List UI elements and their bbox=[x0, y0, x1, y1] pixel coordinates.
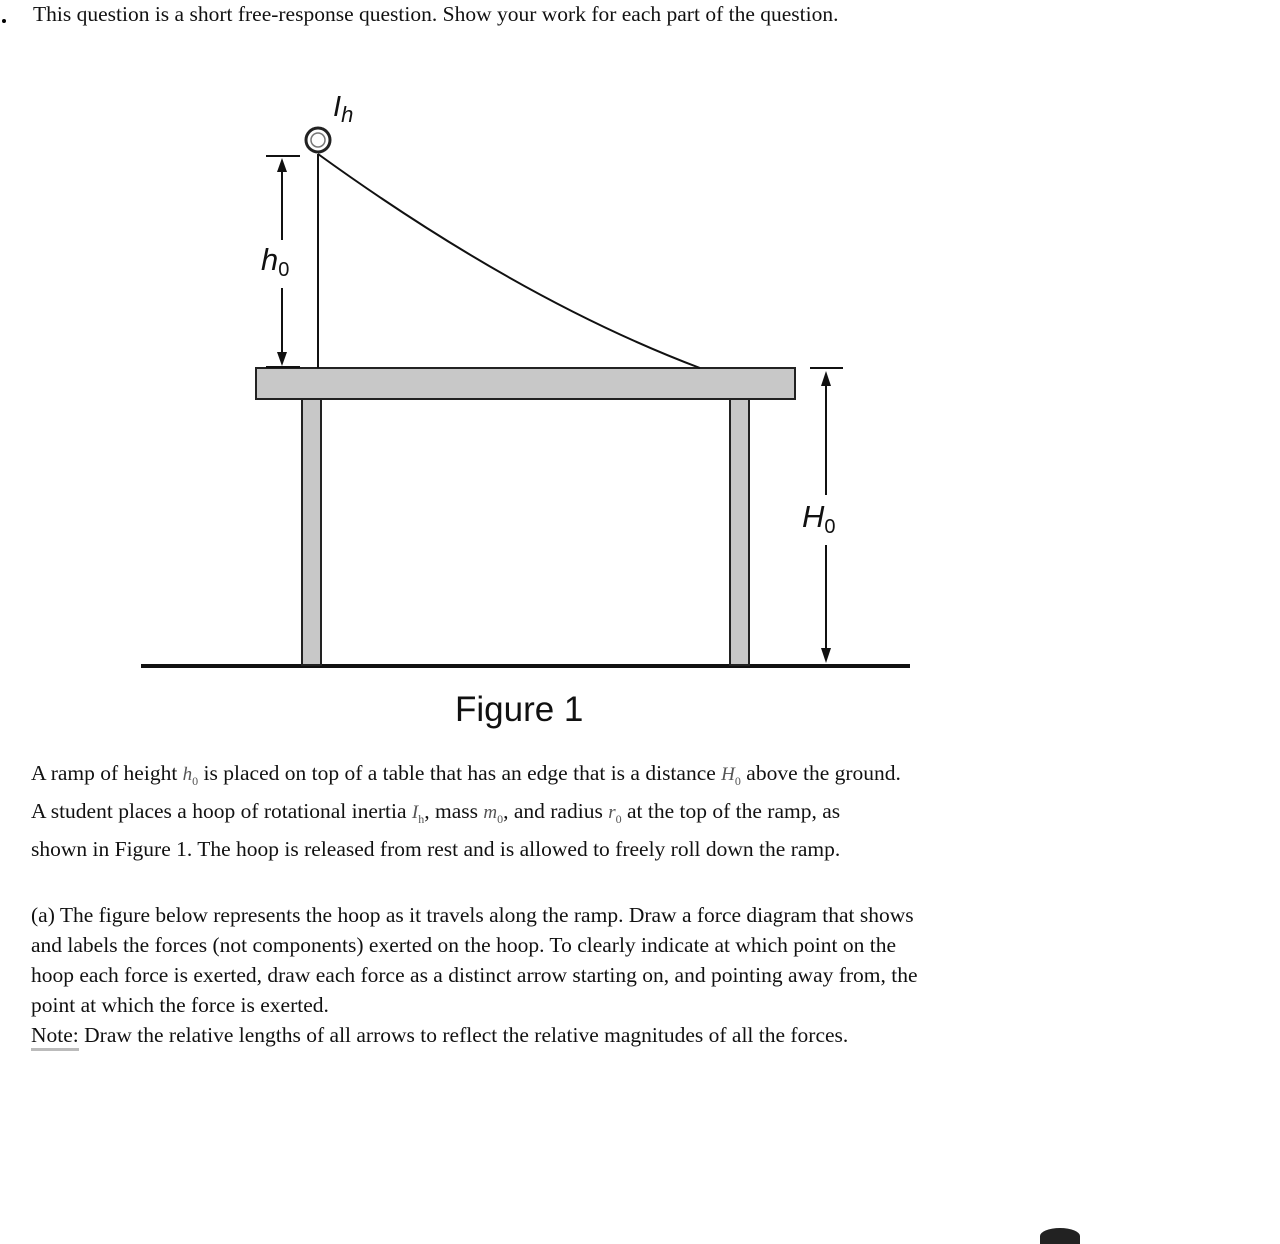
cropped-mark bbox=[1040, 1228, 1080, 1244]
H0-arrowhead-down bbox=[821, 648, 831, 663]
part-a-line-4: point at which the force is exerted. bbox=[31, 993, 329, 1017]
part-a-prompt bbox=[31, 900, 1031, 1050]
H0-arrowhead-up bbox=[821, 371, 831, 386]
h0-label: h0 bbox=[261, 242, 290, 281]
description-line-1: A ramp of height $h_0$ is placed on top of a table that has an edge that is a distance $H_0$ above the ground. bbox=[31, 761, 901, 788]
h0-arrowhead-up bbox=[277, 158, 287, 172]
note-label: Note: bbox=[31, 1023, 79, 1051]
h0-arrowhead-down bbox=[277, 352, 287, 366]
part-a-line-1: (a) The figure below represents the hoop as it travels along the ramp. Draw a force diagram that shows bbox=[31, 903, 914, 927]
figure-caption: Figure 1 bbox=[455, 690, 584, 729]
var-r0: $r_0$ bbox=[608, 801, 622, 826]
hoop-inner bbox=[311, 133, 325, 147]
part-a-line-3: hoop each force is exerted, draw each force as a distinct arrow starting on, and pointing away from, the bbox=[31, 963, 918, 987]
table-top bbox=[256, 368, 795, 399]
H0-label: H0 bbox=[802, 499, 836, 538]
description-line-3: shown in Figure 1. The hoop is released from rest and is allowed to freely roll down the ramp. bbox=[31, 836, 841, 861]
hoop bbox=[306, 128, 330, 152]
question-intro: This question is a short free-response question. Show your work for each part of the question. bbox=[33, 2, 839, 26]
ih-label: $I_h$ bbox=[333, 91, 354, 127]
var-m0: $m_0$ bbox=[483, 801, 504, 826]
problem-description bbox=[31, 758, 1031, 864]
var-h0: $h_0$ bbox=[182, 764, 199, 788]
var-H0: $H_0$ bbox=[721, 764, 741, 788]
description-line-2: A student places a hoop of rotational inertia $I_h$, mass $m_0$, and radius $r_0$ at the top of the ramp, as bbox=[31, 798, 841, 826]
note-text: Draw the relative lengths of all arrows to reflect the relative magnitudes of all the forces. bbox=[84, 1023, 849, 1047]
var-Ih: $I_h$ bbox=[411, 801, 425, 826]
table-leg-left bbox=[302, 399, 321, 665]
part-a-note bbox=[31, 1020, 1031, 1050]
part-a-line-2: and labels the forces (not components) exerted on the hoop. To clearly indicate at which point on the bbox=[31, 933, 896, 957]
ramp-curve bbox=[318, 154, 700, 368]
table-leg-right bbox=[730, 399, 749, 665]
